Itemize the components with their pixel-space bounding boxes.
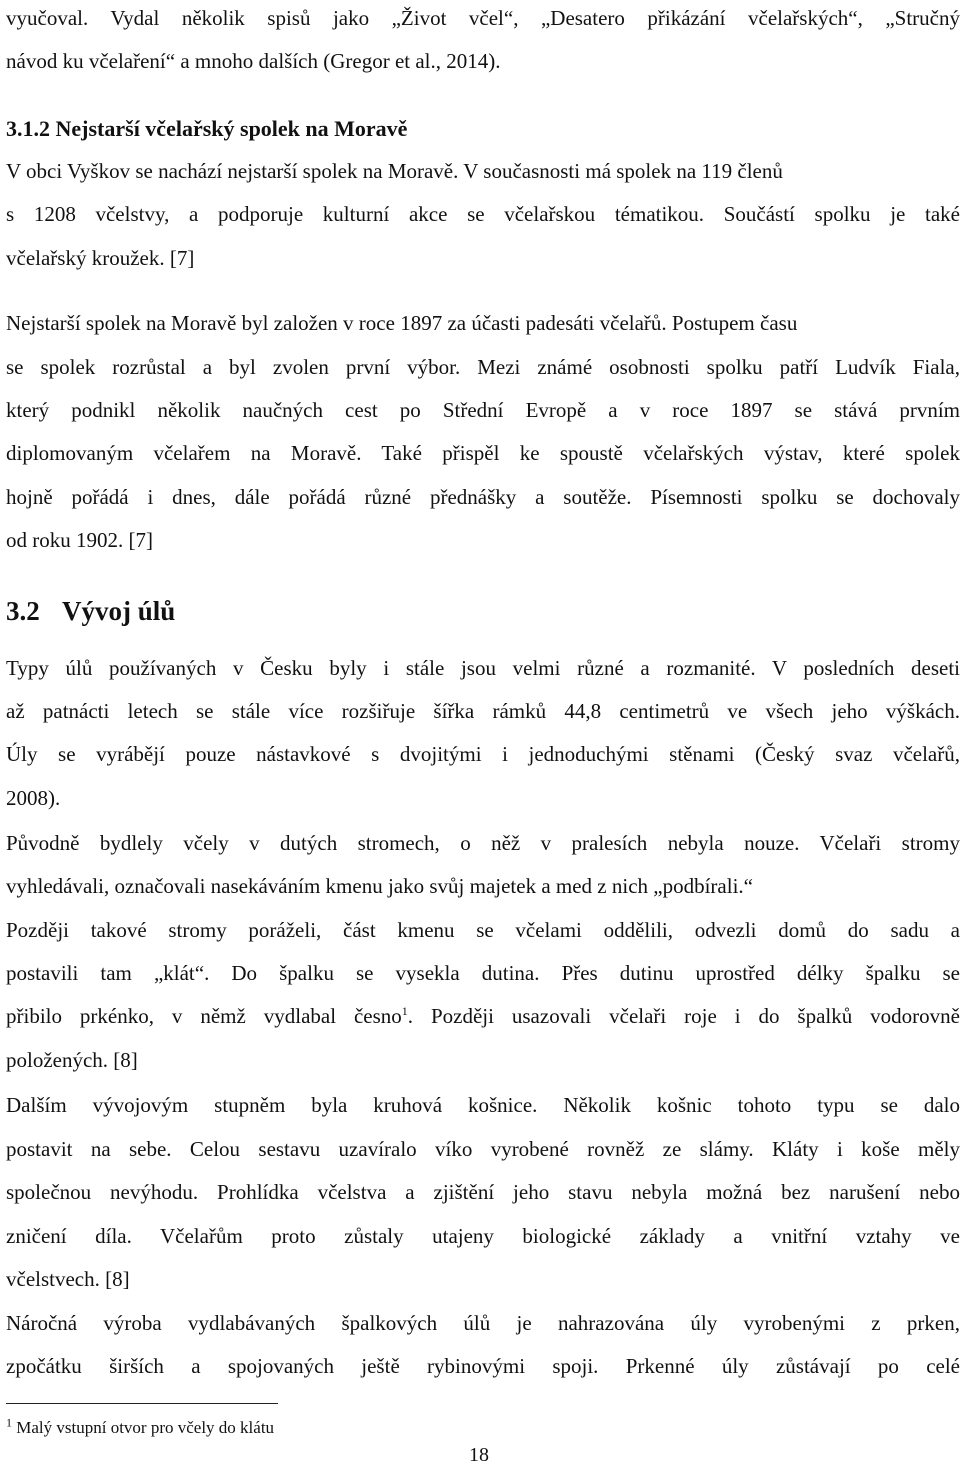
- section-number: 3.2: [6, 596, 40, 626]
- body-line: s 1208 včelstvy, a podporuje kulturní akce se včelařskou tématikou. Součástí spolku je také: [6, 202, 960, 226]
- body-line: Původně bydlely včely v dutých stromech, o něž v pralesích nebyla nouze. Včelaři stromy: [6, 831, 960, 855]
- body-line: V obci Vyškov se nachází nejstarší spolek na Moravě. V současnosti má spolek na 119 členů: [6, 159, 783, 183]
- body-line: [6, 1003, 960, 1029]
- body-line: Typy úlů používaných v Česku byly i stále jsou velmi různé a rozmanité. V posledních deseti: [6, 656, 960, 680]
- body-text: . Později usazovali včelaři roje i do špalků vodorovně: [407, 1004, 960, 1028]
- footnote-reference: 1: [401, 1004, 408, 1018]
- body-line: položených. [8]: [6, 1048, 138, 1072]
- body-line: od roku 1902. [7]: [6, 528, 153, 552]
- body-text: přibilo prkénko, v němž vydlabal česno: [6, 1004, 402, 1028]
- section-heading-3-2: [6, 598, 175, 624]
- footnote-text: Malý vstupní otvor pro včely do klátu: [12, 1418, 275, 1437]
- body-line: až patnácti letech se stále více rozšiřuje šířka rámků 44,8 centimetrů ve všech jeho výškách.: [6, 699, 960, 723]
- body-line: zpočátku širších a spojovaných ještě rybinovými spoji. Prkenné úly zůstávají po celé: [6, 1354, 960, 1378]
- body-line: postavili tam „klát“. Do špalku se vysekla dutina. Přes dutinu uprostřed délky špalku se: [6, 961, 960, 985]
- body-line: diplomovaným včelařem na Moravě. Také přispěl ke spoustě včelařských výstav, které spolek: [6, 441, 960, 465]
- section-title: Vývoj úlů: [62, 596, 176, 626]
- body-line: hojně pořádá i dnes, dále pořádá různé přednášky a soutěže. Písemnosti spolku se dochovaly: [6, 485, 960, 509]
- body-line: návod ku včelaření“ a mnoho dalších (Gregor et al., 2014).: [6, 49, 501, 73]
- section-heading-3-1-2: 3.1.2 Nejstarší včelařský spolek na Moravě: [6, 116, 408, 141]
- body-line: včelařský kroužek. [7]: [6, 246, 195, 270]
- body-line: společnou nevýhodu. Prohlídka včelstva a zjištění jeho stavu nebyla možná bez narušení nebo: [6, 1180, 960, 1204]
- body-line: který podnikl několik naučných cest po Střední Evropě a v roce 1897 se stává prvním: [6, 398, 960, 422]
- footnote: [6, 1415, 275, 1438]
- body-line: Úly se vyrábějí pouze nástavkové s dvojitými i jednoduchými stěnami (Český svaz včelařů,: [6, 742, 960, 766]
- body-line: včelstvech. [8]: [6, 1267, 130, 1291]
- body-line: Náročná výroba vydlabávaných špalkových úlů je nahrazována úly vyrobenými z prken,: [6, 1311, 960, 1335]
- body-line: se spolek rozrůstal a byl zvolen první výbor. Mezi známé osobnosti spolku patří Ludvík Fiala,: [6, 355, 960, 379]
- body-line: 2008).: [6, 786, 61, 810]
- body-line: Dalším vývojovým stupněm byla kruhová košnice. Několik košnic tohoto typu se dalo: [6, 1093, 960, 1117]
- body-line: Později takové stromy poráželi, část kmenu se včelami oddělili, odvezli domů do sadu a: [6, 918, 960, 942]
- footnote-marker: 1: [6, 1415, 12, 1430]
- footnote-separator: [6, 1403, 278, 1404]
- page-number: 18: [469, 1444, 489, 1466]
- body-line: postavit na sebe. Celou sestavu uzavíralo víko vyrobené rovněž ze slámy. Kláty i koše měly: [6, 1137, 960, 1161]
- body-line: vyučoval. Vydal několik spisů jako „Život včel“, „Desatero přikázání včelařských“, „Stručný: [6, 6, 960, 30]
- body-line: vyhledávali, označovali nasekáváním kmenu jako svůj majetek a med z nich „podbírali.“: [6, 874, 753, 898]
- body-line: zničení díla. Včelařům proto zůstaly utajeny biologické základy a vnitřní vztahy ve: [6, 1224, 960, 1248]
- body-line: Nejstarší spolek na Moravě byl založen v roce 1897 za účasti padesáti včelařů. Postupem času: [6, 311, 798, 335]
